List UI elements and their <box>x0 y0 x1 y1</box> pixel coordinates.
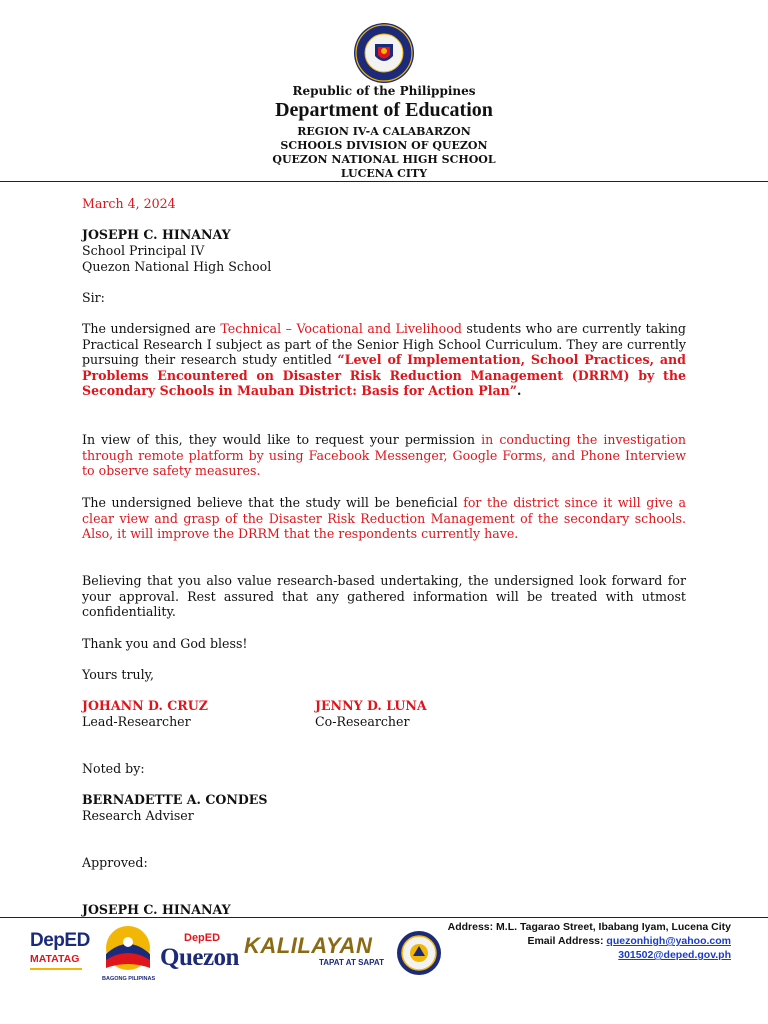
p1-period: . <box>517 383 522 399</box>
signatory-2-role: Co-Researcher <box>315 714 410 729</box>
footer-email-label: Email Address: <box>527 935 607 947</box>
email-link-quezonhigh[interactable]: quezonhigh@yahoo.com <box>606 935 731 947</box>
footer-email-line-2 <box>618 949 731 962</box>
salutation: Sir: <box>82 290 105 305</box>
deped-matatag-logo <box>30 930 92 980</box>
qnhs-seal-icon <box>396 930 442 976</box>
deped-seal-icon <box>353 22 415 84</box>
recipient-school: Quezon National High School <box>82 259 272 274</box>
email-link-deped[interactable]: 301502@deped.gov.ph <box>618 949 731 961</box>
bagong-pilipinas-logo <box>102 924 154 984</box>
approver-name: JOSEPH C. HINANAY <box>82 902 231 917</box>
signatory-1-role: Lead-Researcher <box>82 714 191 729</box>
bagong-pilipinas-icon <box>102 924 154 972</box>
footer-address: Address: M.L. Tagarao Street, Ibabang Iyam, Lucena City <box>447 921 731 933</box>
region-line: REGION IV-A CALABARZON <box>297 125 471 138</box>
p2-text-a: In view of this, they would like to request your permission <box>82 432 482 447</box>
kalilayan-logo-text: KALILAYAN <box>244 933 373 958</box>
adviser-name: BERNADETTE A. CONDES <box>82 792 268 807</box>
bagong-pilipinas-text: BAGONG PILIPINAS <box>102 976 156 982</box>
noted-by-label: Noted by: <box>82 761 145 776</box>
p3-text-a: The undersigned believe that the study will be beneficial <box>82 495 464 510</box>
paragraph-2 <box>82 432 686 479</box>
approved-label: Approved: <box>82 855 148 870</box>
city-line: LUCENA CITY <box>340 167 428 180</box>
footer-email-line <box>527 935 731 948</box>
kalilayan-sub-text: TAPAT AT SAPAT <box>318 958 384 967</box>
recipient-title: School Principal IV <box>82 243 205 258</box>
p1-study-title: “Level of Implementation, School Practices, and Problems Encountered on Disaster Risk Reduction Management (DRRM) by the Secondary Schools in Mauban District: Basis for Action Plan” <box>82 352 686 399</box>
recipient-name: JOSEPH C. HINANAY <box>82 227 231 242</box>
school-line: QUEZON NATIONAL HIGH SCHOOL <box>272 153 496 166</box>
p1-text-a: The undersigned are <box>82 321 221 336</box>
kalilayan-logo <box>244 934 390 978</box>
quezon-logo-text: Quezon <box>160 944 239 971</box>
matatag-logo-text: MATATAG <box>30 953 80 965</box>
adviser-role: Research Adviser <box>82 808 194 823</box>
paragraph-1 <box>82 321 686 399</box>
p3-text-b: for the district since it will give a clear view and grasp of the Disaster Risk Reduction Management of the secondary schools. Also, it will improve the DRRM that the respondents currently have. <box>82 495 686 542</box>
division-line: SCHOOLS DIVISION OF QUEZON <box>280 139 488 152</box>
department-title: Department of Education <box>275 99 493 121</box>
closing-thanks: Thank you and God bless! <box>82 636 248 651</box>
closing-yours: Yours truly, <box>82 667 155 682</box>
letter-date: March 4, 2024 <box>82 196 176 211</box>
republic-line: Republic of the Philippines <box>292 84 476 98</box>
signatory-2-name: JENNY D. LUNA <box>315 698 427 713</box>
signatory-1-name: JOHANN D. CRUZ <box>82 698 208 713</box>
paragraph-4: Believing that you also value research-based undertaking, the undersigned look forward for your approval. Rest assured that any gathered information will be treated with utmost confidentiality. <box>82 573 686 620</box>
p2-text-b: in conducting the investigation through remote platform by using Facebook Messenger, Google Forms, and Phone Interview to observe safety measures. <box>82 432 687 479</box>
deped-quezon-logo <box>160 932 240 978</box>
paragraph-3 <box>82 495 686 542</box>
p1-text-c: students who are currently taking Practical Research I subject as part of the Senior High School Curriculum. They are currently pursuing their research study entitled <box>82 321 686 368</box>
deped-quezon-top-text: DepED <box>184 932 221 944</box>
p1-strand: Technical – Vocational and Livelihood <box>220 321 462 336</box>
footer-divider <box>0 917 768 918</box>
header-divider <box>0 181 768 182</box>
deped-logo-text: DepED <box>30 930 90 951</box>
